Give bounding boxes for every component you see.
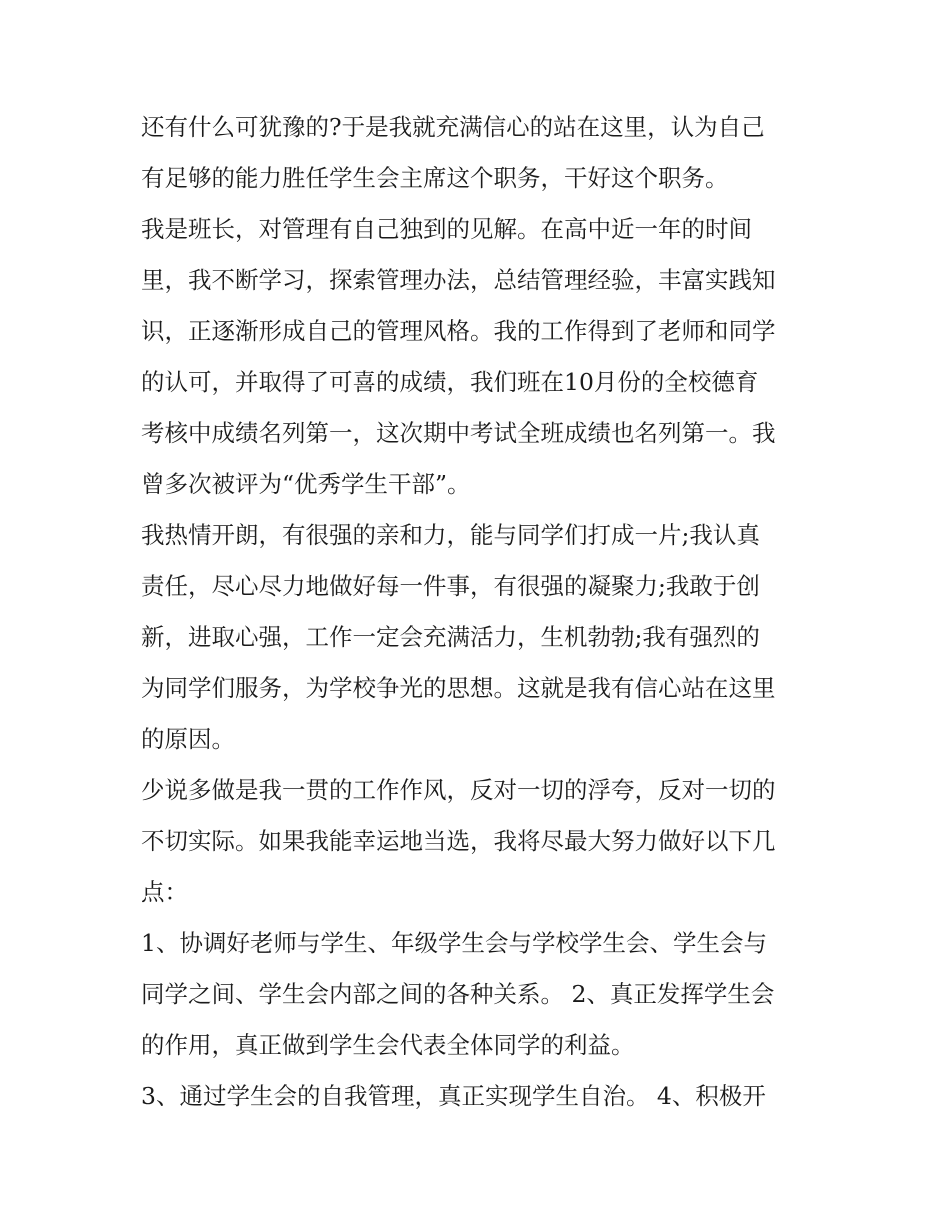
text-line: 我是班长，对管理有自己独到的见解。在高中近一年的时间 — [141, 215, 752, 243]
text-line: 里，我不断学习，探索管理办法，总结管理经验，丰富实践知 — [141, 266, 776, 294]
text-line: 点： — [141, 878, 188, 906]
text-line: 不切实际。如果我能幸运地当选，我将尽最大努力做好以下几 — [141, 827, 776, 855]
text-line: 曾多次被评为“优秀学生干部”。 — [141, 470, 471, 498]
text-line: 的作用，真正做到学生会代表全体同学的利益。 — [141, 1031, 635, 1059]
document-body — [141, 102, 831, 1122]
text-line: 责任，尽心尽力地做好每一件事，有很强的凝聚力;我敢于创 — [141, 572, 760, 600]
text-line: 我热情开朗，有很强的亲和力，能与同学们打成一片;我认真 — [141, 521, 760, 549]
text-line: 还有什么可犹豫的?于是我就充满信心的站在这里，认为自己 — [141, 113, 765, 141]
text-line: 考核中成绩名列第一，这次期中考试全班成绩也名列第一。我 — [141, 419, 776, 447]
text-line: 识，正逐渐形成自己的管理风格。我的工作得到了老师和同学 — [141, 317, 776, 345]
text-line: 3、通过学生会的自我管理，真正实现学生自治。 4、积极开 — [141, 1082, 766, 1110]
text-line: 1、协调好老师与学生、年级学生会与学校学生会、学生会与 — [141, 929, 767, 957]
text-line: 的原因。 — [141, 725, 235, 753]
text-line: 为同学们服务，为学校争光的思想。这就是我有信心站在这里 — [141, 674, 776, 702]
text-line: 有足够的能力胜任学生会主席这个职务，干好这个职务。 — [141, 164, 729, 192]
text-line: 新，进取心强，工作一定会充满活力，生机勃勃;我有强烈的 — [141, 623, 760, 651]
text-line: 的认可，并取得了可喜的成绩，我们班在10月份的全校德育 — [141, 368, 759, 396]
text-line: 同学之间、学生会内部之间的各种关系。 2、真正发挥学生会 — [141, 980, 775, 1008]
text-line: 少说多做是我一贯的工作作风，反对一切的浮夸，反对一切的 — [141, 776, 776, 804]
